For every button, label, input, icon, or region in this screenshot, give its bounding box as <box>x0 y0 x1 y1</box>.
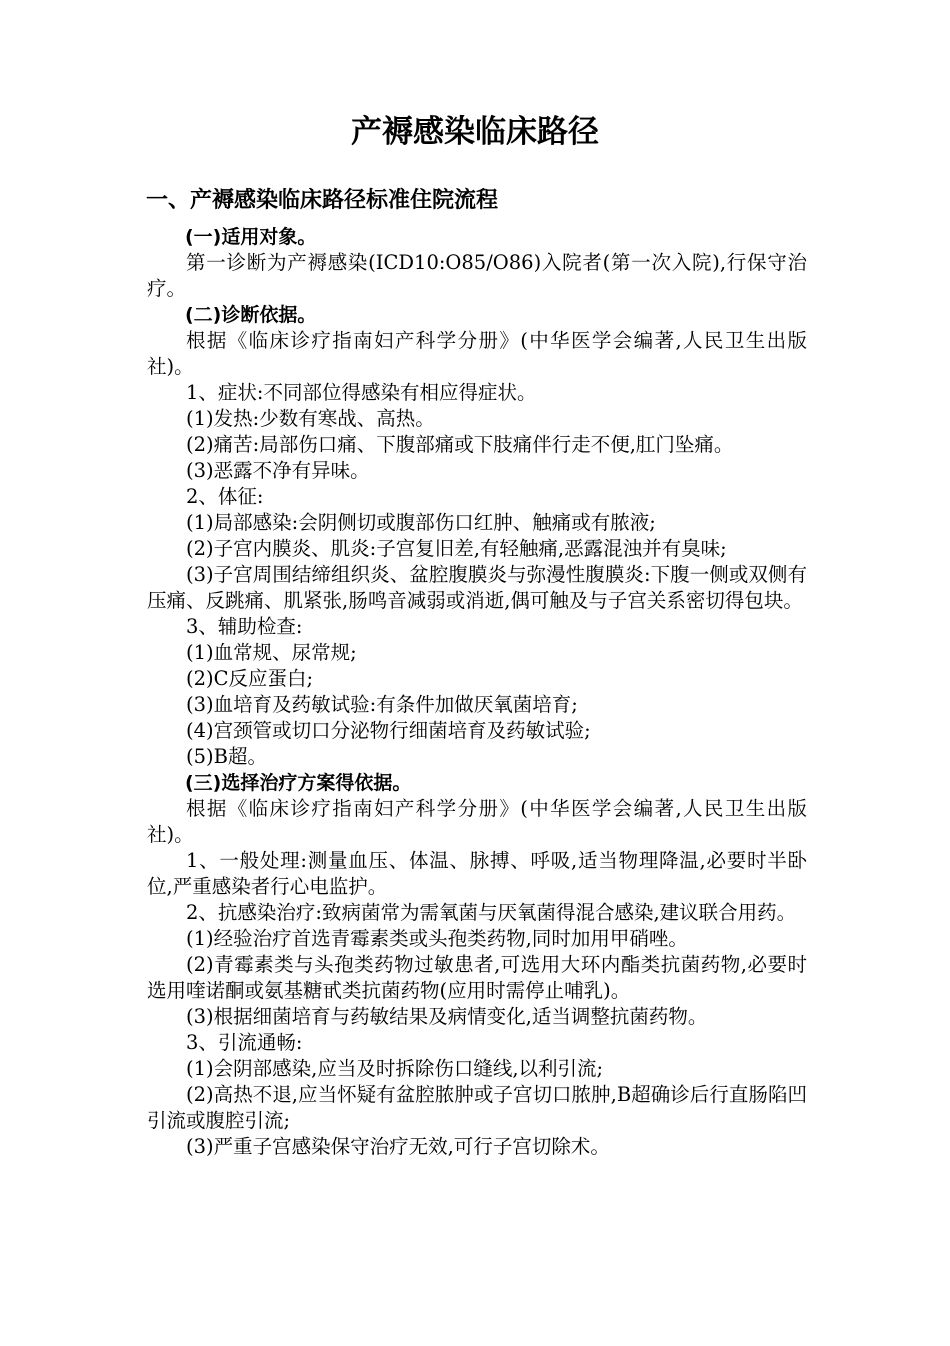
paragraph: (5)B超。 <box>186 745 267 768</box>
paragraph: 2、抗感染治疗:致病菌常为需氧菌与厌氧菌得混合感染,建议联合用药。 <box>186 901 797 924</box>
document-title: 产褥感染临床路径 <box>351 114 599 150</box>
paragraph: (1)发热:少数有寒战、高热。 <box>186 407 435 430</box>
paragraph: (2)青霉素类与头孢类药物过敏患者,可选用大环内酯类抗菌药物,必要时选用喹诺酮或氨基糖甙类抗菌药物(应用时需停止哺乳)。 <box>147 953 807 1002</box>
paragraph: (2)C反应蛋白; <box>186 667 314 690</box>
paragraph: (2)高热不退,应当怀疑有盆腔脓肿或子宫切口脓肿,B超确诊后行直肠陷凹引流或腹腔引流; <box>147 1083 807 1132</box>
paragraph: (3)恶露不净有异味。 <box>186 459 370 482</box>
paragraph: (3)血培育及药敏试验:有条件加做厌氧菌培育; <box>186 693 578 716</box>
paragraph: (1)经验治疗首选青霉素类或头孢类药物,同时加用甲硝唑。 <box>186 927 688 950</box>
paragraph: 3、引流通畅: <box>186 1031 303 1054</box>
paragraph: 1、症状:不同部位得感染有相应得症状。 <box>186 381 537 404</box>
paragraph: (1)局部感染:会阴侧切或腹部伤口红肿、触痛或有脓液; <box>186 511 656 534</box>
subsection-heading: (一)适用对象。 <box>185 226 317 248</box>
paragraph: 根据《临床诊疗指南妇产科学分册》(中华医学会编著,人民卫生出版社)。 <box>147 797 807 846</box>
document-body <box>147 224 807 1160</box>
paragraph: 2、体征: <box>186 485 264 508</box>
paragraph: (1)会阴部感染,应当及时拆除伤口缝线,以利引流; <box>186 1057 604 1080</box>
paragraph: (3)严重子宫感染保守治疗无效,可行子宫切除术。 <box>186 1135 610 1158</box>
paragraph: (3)子宫周围结缔组织炎、盆腔腹膜炎与弥漫性腹膜炎:下腹一侧或双侧有压痛、反跳痛、肌紧张,肠鸣音减弱或消逝,偶可触及与子宫关系密切得包块。 <box>147 563 807 612</box>
section-heading: 一、产褥感染临床路径标准住院流程 <box>146 188 499 213</box>
paragraph: (1)血常规、尿常规; <box>186 641 357 664</box>
paragraph: 第一诊断为产褥感染(ICD10:O85/O86)入院者(第一次入院),行保守治疗。 <box>147 251 807 300</box>
subsection-heading: (二)诊断依据。 <box>185 304 317 326</box>
subsection-heading: (三)选择治疗方案得依据。 <box>185 772 412 794</box>
paragraph: 3、辅助检查: <box>186 615 303 638</box>
paragraph: 1、一般处理:测量血压、体温、脉搏、呼吸,适当物理降温,必要时半卧位,严重感染者行心电监护。 <box>147 849 807 898</box>
paragraph: 根据《临床诊疗指南妇产科学分册》(中华医学会编著,人民卫生出版社)。 <box>147 329 807 378</box>
paragraph: (2)子宫内膜炎、肌炎:子宫复旧差,有轻触痛,恶露混浊并有臭味; <box>186 537 727 560</box>
paragraph: (2)痛苦:局部伤口痛、下腹部痛或下肢痛伴行走不便,肛门坠痛。 <box>186 433 734 456</box>
paragraph: (4)宫颈管或切口分泌物行细菌培育及药敏试验; <box>186 719 591 742</box>
paragraph: (3)根据细菌培育与药敏结果及病情变化,适当调整抗菌药物。 <box>186 1005 708 1028</box>
